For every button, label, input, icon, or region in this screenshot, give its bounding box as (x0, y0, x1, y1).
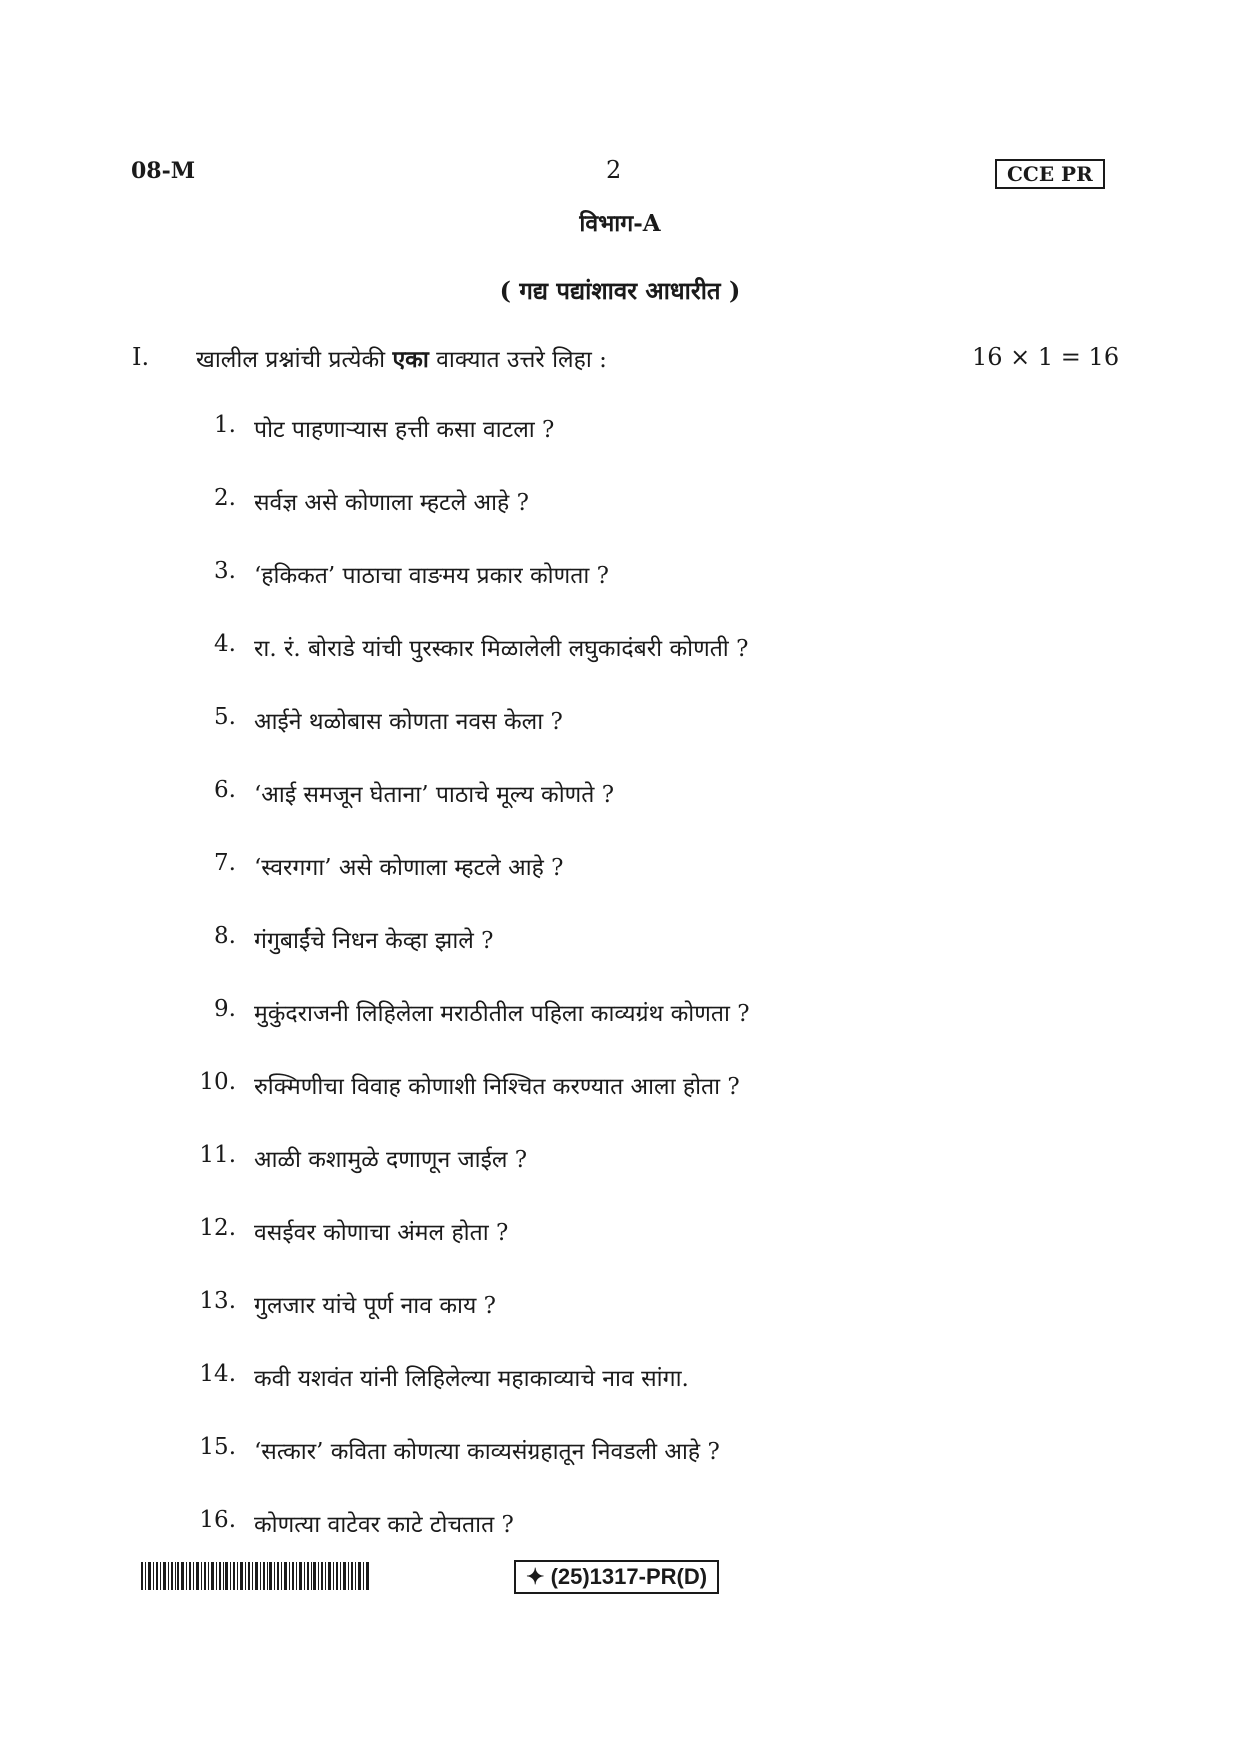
question-text: गुलजार यांचे पूर्ण नाव काय ? (254, 1293, 496, 1319)
question-number: 10. (199, 1069, 236, 1095)
marks-allocation: 16 × 1 = 16 (972, 343, 1120, 371)
paper-code: 08-M (131, 158, 196, 184)
question-instruction (196, 342, 607, 374)
question-text: वसईवर कोणाचा अंमल होता ? (254, 1220, 509, 1246)
question-number: 16. (199, 1507, 236, 1533)
barcode-icon (141, 1562, 369, 1590)
question-number: 12. (199, 1215, 236, 1241)
question-text: ‘स्वरगगा’ असे कोणाला म्हटले आहे ? (254, 855, 564, 881)
question-text: सर्वज्ञ असे कोणाला म्हटले आहे ? (254, 490, 529, 516)
question-text: ‘सत्कार’ कविता कोणत्या काव्यसंग्रहातून निवडली आहे ? (254, 1439, 720, 1465)
section-title: विभाग-A (579, 210, 661, 237)
question-text: ‘आई समजून घेताना’ पाठाचे मूल्य कोणते ? (254, 782, 615, 808)
question-text: पोट पाहणाऱ्यास हत्ती कसा वाटला ? (254, 417, 555, 443)
question-text: आळी कशामुळे दणाणून जाईल ? (254, 1147, 528, 1173)
question-text: ‘हकिकत’ पाठाचा वाङमय प्रकार कोणता ? (254, 563, 609, 589)
question-text: आईने थळोबास कोणता नवस केला ? (254, 709, 563, 735)
question-number: 3. (214, 558, 236, 584)
question-number: 1. (214, 412, 236, 438)
instruction-text-before: खालील प्रश्नांची प्रत्येकी (196, 347, 393, 373)
question-number: 5. (214, 704, 236, 730)
question-number: 13. (199, 1288, 236, 1314)
question-text: गंगुबाईंचे निधन केव्हा झाले ? (254, 928, 494, 954)
question-text: कोणत्या वाटेवर काटे टोचतात ? (254, 1512, 514, 1538)
question-text: रा. रं. बोराडे यांची पुरस्कार मिळालेली लघुकादंबरी कोणती ? (254, 636, 749, 662)
question-text: मुकुंदराजनी लिहिलेला मराठीतील पहिला काव्यग्रंथ कोणता ? (254, 1001, 750, 1027)
question-number: 6. (214, 777, 236, 803)
question-number: 7. (214, 850, 236, 876)
question-text: कवी यशवंत यांनी लिहिलेल्या महाकाव्याचे नाव सांगा. (254, 1366, 689, 1392)
diamond-star-icon: ✦ (526, 1564, 545, 1589)
instruction-text-after: वाक्यात उत्तरे लिहा : (428, 347, 607, 373)
question-number: 14. (199, 1361, 236, 1387)
cce-pr-stamp: CCE PR (995, 159, 1105, 189)
question-number: 8. (214, 923, 236, 949)
question-number: 15. (199, 1434, 236, 1460)
paper-id-box (514, 1560, 719, 1594)
question-number: 9. (214, 996, 236, 1022)
question-number: 2. (214, 485, 236, 511)
question-number: 4. (214, 631, 236, 657)
section-subtitle: ( गद्य पद्यांशावर आधारीत ) (499, 276, 741, 305)
question-block-number: I. (132, 343, 150, 371)
question-number: 11. (199, 1142, 236, 1168)
paper-id: (25)1317-PR(D) (550, 1564, 708, 1589)
page-number: 2 (606, 156, 622, 184)
instruction-bold-word: एका (392, 346, 429, 373)
question-text: रुक्मिणीचा विवाह कोणाशी निश्चित करण्यात आला होता ? (254, 1074, 740, 1100)
